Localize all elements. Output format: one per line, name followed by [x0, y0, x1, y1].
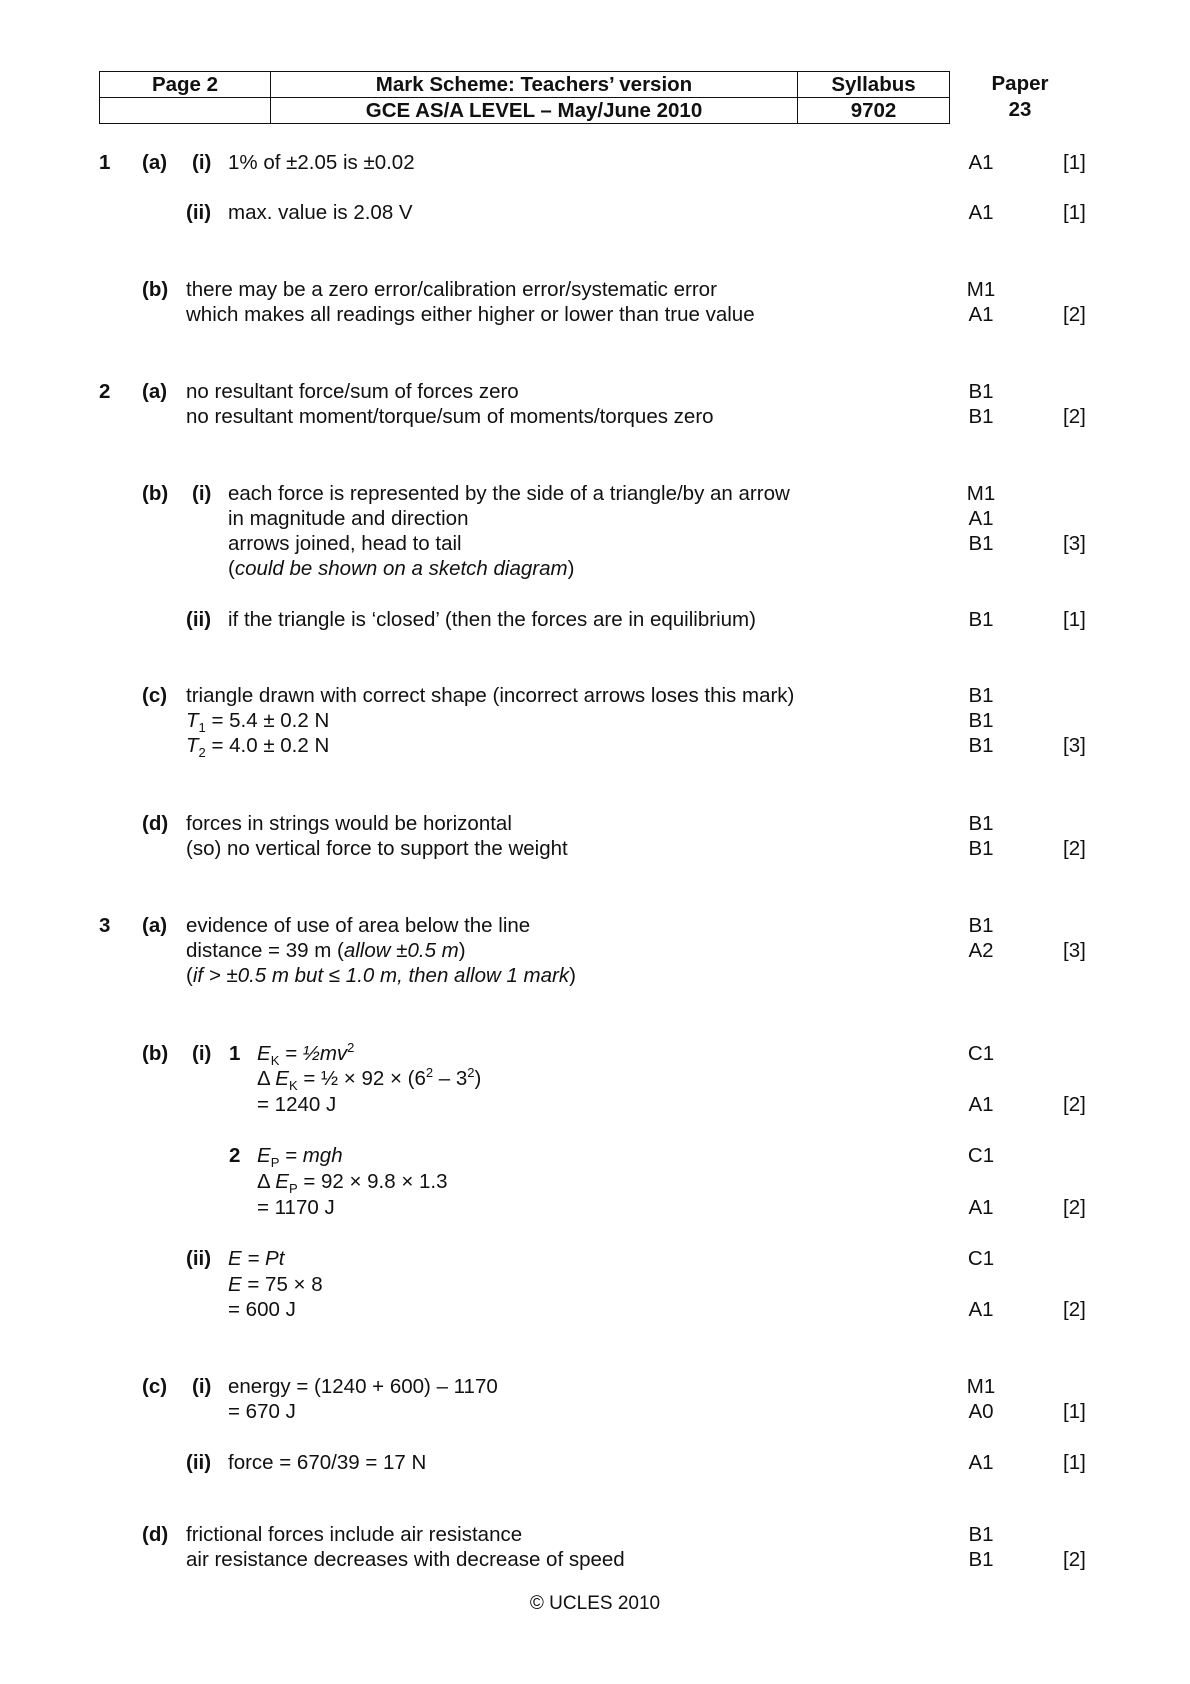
question-number: 3	[99, 914, 111, 937]
part-label: (a)	[142, 151, 168, 174]
question-number: 1	[99, 151, 111, 174]
answer-text: = 1170 J	[257, 1196, 335, 1219]
mark: M1	[966, 482, 996, 505]
answer-text: energy = (1240 + 600) – 1170	[228, 1375, 498, 1398]
mark: A1	[968, 1196, 994, 1219]
mark: B1	[968, 684, 994, 707]
pe-calc: = 92 × 9.8 × 1.3	[297, 1170, 448, 1193]
answer-text: Δ $E_P = 92 \times 9.8 \times 1.3$	[257, 1170, 448, 1197]
answer-text: there may be a zero error/calibration error/systematic error	[186, 278, 717, 301]
mark: B1	[968, 532, 994, 555]
mark: B1	[968, 837, 994, 860]
mark: B1	[968, 812, 994, 835]
answer-text: which makes all readings either higher or lower than true value	[186, 303, 755, 326]
subpart-label: (ii)	[186, 608, 212, 631]
tension-1-value: = 5.4 ± 0.2 N	[205, 709, 330, 732]
subpart-label: (ii)	[186, 1247, 212, 1270]
mark-total: [2]	[1063, 1298, 1086, 1321]
paper-label: Paper	[991, 72, 1049, 95]
mark-total: [3]	[1063, 939, 1086, 962]
energy-calc: = 75 × 8	[241, 1273, 323, 1296]
part-label: (b)	[142, 482, 169, 505]
note-text: could be shown on a sketch diagram	[234, 557, 568, 580]
answer-text: arrows joined, head to tail	[228, 532, 462, 555]
answer-text: $E_P$ = mgh	[257, 1144, 343, 1171]
document-title: Mark Scheme: Teachers’ version	[271, 72, 798, 98]
answer-text: no resultant force/sum of forces zero	[186, 380, 519, 403]
part-label: (c)	[142, 1375, 168, 1398]
mark: B1	[968, 914, 994, 937]
mark: A1	[968, 151, 994, 174]
mark-total: [3]	[1063, 532, 1086, 555]
mark: M1	[966, 278, 996, 301]
subpart-label: (i)	[192, 482, 212, 505]
tension-2-value: = 4.0 ± 0.2 N	[205, 734, 330, 757]
mark: M1	[966, 1375, 996, 1398]
paper-block	[960, 71, 1080, 123]
answer-text: $T_1 = 5.4 \pm 0.2$ N	[186, 709, 330, 736]
subpart-label: (i)	[192, 151, 212, 174]
mark-total: [1]	[1063, 608, 1086, 631]
question-number: 2	[99, 380, 111, 403]
mark: A1	[968, 1298, 994, 1321]
mark-total: [2]	[1063, 1196, 1086, 1219]
answer-text: Δ $E_K$ = ½ × $92 \times (6^2 - 3^2)$	[257, 1065, 482, 1094]
item-number: 2	[229, 1144, 241, 1167]
distance-text: distance = 39 m (	[186, 939, 344, 962]
part-label: (b)	[142, 1042, 169, 1065]
mark: A1	[968, 507, 994, 530]
mark-total: [2]	[1063, 405, 1086, 428]
page-number: Page 2	[100, 72, 271, 98]
mark-total: [1]	[1063, 1400, 1086, 1423]
answer-text: in magnitude and direction	[228, 507, 469, 530]
answer-text: = 670 J	[228, 1400, 296, 1423]
mark-total: [2]	[1063, 1093, 1086, 1116]
answer-text: = 1240 J	[257, 1093, 337, 1116]
mark: B1	[968, 1548, 994, 1571]
answer-text: each force is represented by the side of a triangle/by an arrow	[228, 482, 790, 505]
part-label: (a)	[142, 380, 168, 403]
pe-formula: = mgh	[279, 1144, 343, 1167]
syllabus-code: 9702	[798, 98, 950, 124]
answer-text: $E_K$ = $\frac{1}{2}mv^2$	[257, 1040, 355, 1069]
answer-note: (could be shown on a sketch diagram)	[228, 557, 575, 580]
answer-text: frictional forces include air resistance	[186, 1523, 523, 1546]
answer-text: air resistance decreases with decrease of speed	[186, 1548, 625, 1571]
mark-total: [2]	[1063, 837, 1086, 860]
mark: A1	[968, 1451, 994, 1474]
mark: C1	[967, 1247, 995, 1270]
part-label: (d)	[142, 812, 169, 835]
empty-cell	[100, 98, 271, 124]
part-label: (b)	[142, 278, 169, 301]
mark: A1	[968, 201, 994, 224]
note-text: if > ±0.5 m but ≤ 1.0 m, then allow 1 mark	[192, 964, 570, 987]
mark-total: [1]	[1063, 1451, 1086, 1474]
ke-calc-a: = ½ × 92 × (6	[297, 1067, 426, 1090]
answer-text: E = Pt	[228, 1247, 285, 1270]
mark: C1	[967, 1144, 995, 1167]
mark: B1	[968, 1523, 994, 1546]
part-label: (a)	[142, 914, 168, 937]
mark: A1	[968, 303, 994, 326]
item-number: 1	[229, 1042, 241, 1065]
answer-text: (so) no vertical force to support the weight	[186, 837, 568, 860]
header-table	[99, 71, 950, 124]
part-label: (d)	[142, 1523, 169, 1546]
mark: B1	[968, 734, 994, 757]
answer-text: 1% of ±2.05 is ±0.02	[228, 151, 415, 174]
paper-number: 23	[1008, 98, 1032, 121]
copyright-footer: © UCLES 2010	[529, 1593, 661, 1614]
part-label: (c)	[142, 684, 168, 707]
mark: B1	[968, 380, 994, 403]
mark-total: [1]	[1063, 201, 1086, 224]
answer-text: forces in strings would be horizontal	[186, 812, 512, 835]
answer-text: evidence of use of area below the line	[186, 914, 531, 937]
subpart-label: (ii)	[186, 1451, 212, 1474]
answer-note: (if > ±0.5 m but ≤ 1.0 m, then allow 1 mark)	[186, 964, 576, 987]
mark: B1	[968, 709, 994, 732]
mark-total: [3]	[1063, 734, 1086, 757]
answer-text: triangle drawn with correct shape (incorrect arrows loses this mark)	[186, 684, 795, 707]
answer-text: max. value is 2.08 V	[228, 201, 413, 224]
answer-text: if the triangle is ‘closed’ (then the forces are in equilibrium)	[228, 608, 756, 631]
mark-total: [2]	[1063, 303, 1086, 326]
ke-calc-b: – 3	[433, 1067, 468, 1090]
answer-text: force = 670/39 = 17 N	[228, 1451, 427, 1474]
mark-total: [1]	[1063, 151, 1086, 174]
mark: A2	[968, 939, 994, 962]
exam-name: GCE AS/A LEVEL – May/June 2010	[271, 98, 798, 124]
mark: B1	[968, 405, 994, 428]
mark: A0	[968, 1400, 994, 1423]
mark: C1	[967, 1042, 995, 1065]
mark-total: [2]	[1063, 1548, 1086, 1571]
answer-text: distance = 39 m (allow ±0.5 m)	[186, 939, 466, 962]
subpart-label: (i)	[192, 1042, 212, 1065]
tolerance-note: allow ±0.5 m	[343, 939, 459, 962]
mark: A1	[968, 1093, 994, 1116]
answer-text: = 600 J	[228, 1298, 296, 1321]
answer-text: $T_2 = 4.0 \pm 0.2$ N	[186, 734, 330, 761]
subpart-label: (ii)	[186, 201, 212, 224]
syllabus-label: Syllabus	[798, 72, 950, 98]
answer-text: no resultant moment/torque/sum of moments/torques zero	[186, 405, 714, 428]
mark: B1	[968, 608, 994, 631]
ke-formula: = ½mv	[279, 1042, 348, 1065]
subpart-label: (i)	[192, 1375, 212, 1398]
answer-text: E = 75 × 8	[228, 1273, 323, 1296]
